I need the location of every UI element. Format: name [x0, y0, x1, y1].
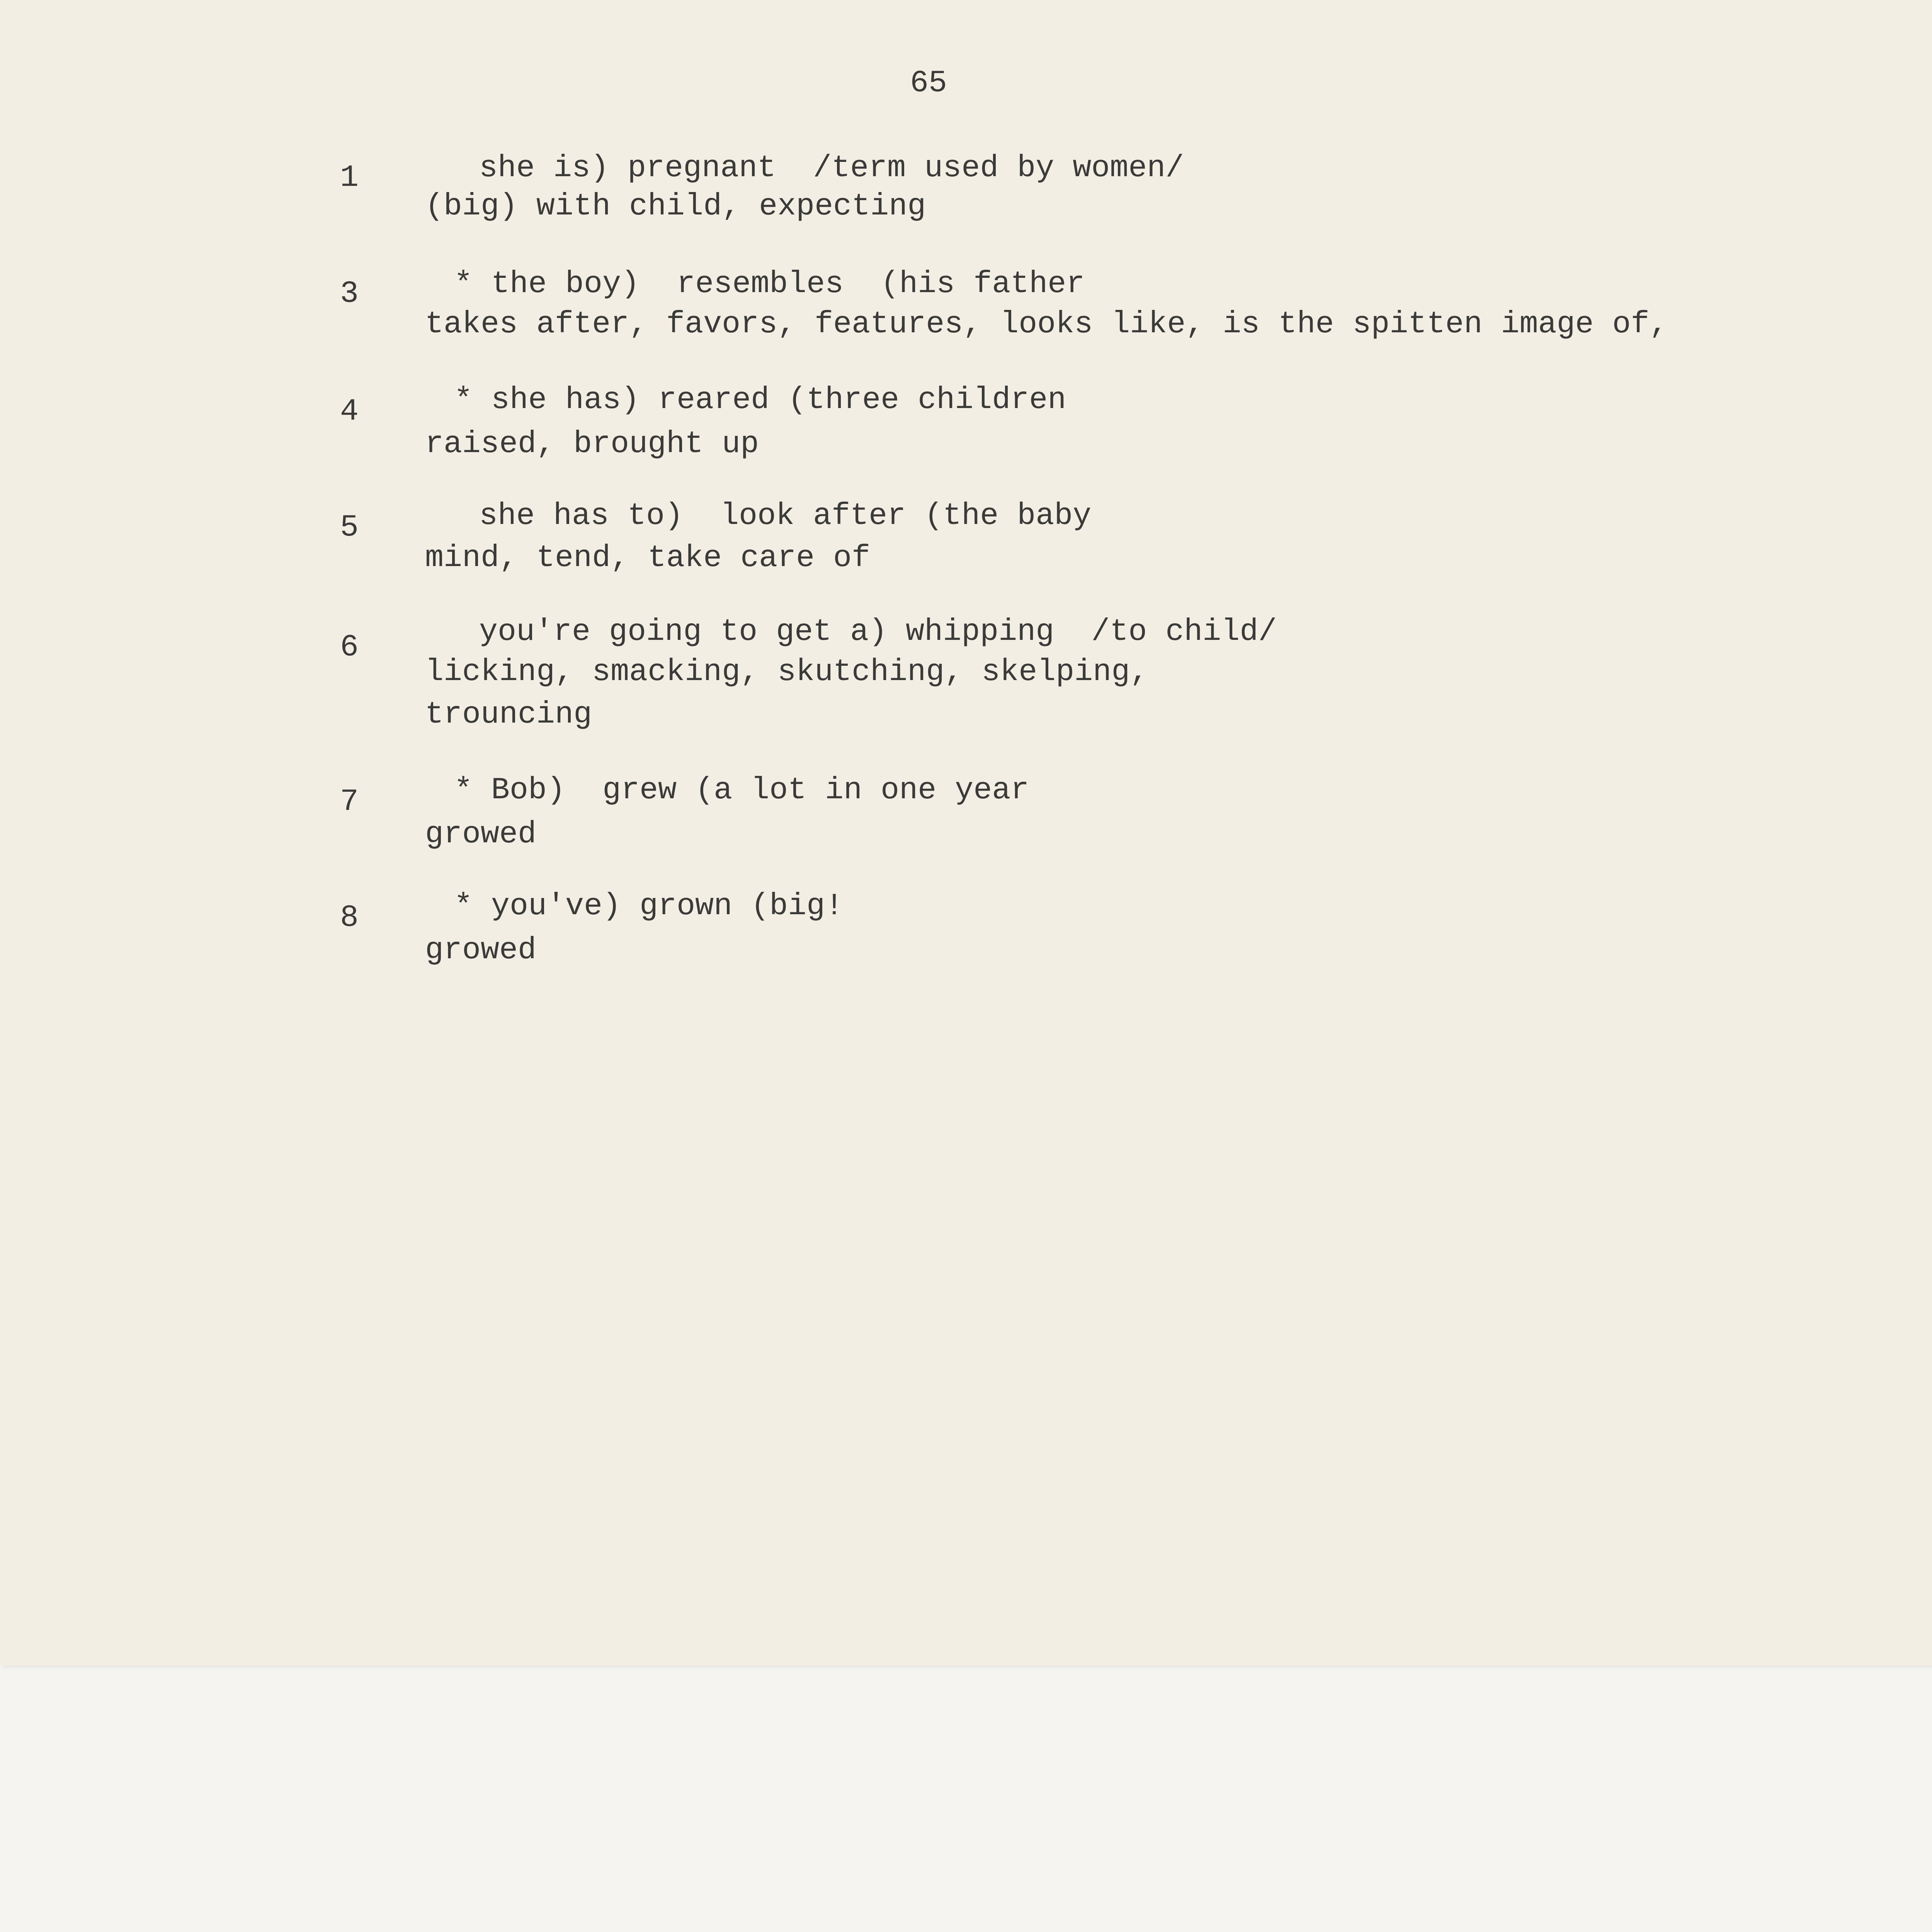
entry-prompt: * she has) reared (three children [454, 383, 1066, 418]
entry-prompt: you're going to get a) whipping /to child/ [479, 614, 1277, 650]
entry-prompt: * the boy) resembles (his father [454, 267, 1085, 302]
entry-number: 7 [340, 784, 359, 820]
entry-number: 1 [340, 160, 359, 196]
entry-response: takes after, favors, features, looks like, is the spitten image of, [425, 307, 1668, 342]
entry-response: growed [425, 933, 537, 968]
entry-response: trouncing [425, 697, 592, 732]
entry-prompt: * Bob) grew (a lot in one year [454, 773, 1029, 808]
entry-number: 5 [340, 510, 359, 545]
entry-response: licking, smacking, skutching, skelping, [425, 655, 1149, 690]
entry-number: 6 [340, 630, 359, 665]
page-number: 65 [910, 66, 947, 101]
entry-response: mind, tend, take care of [425, 541, 871, 576]
entry-number: 3 [340, 276, 359, 311]
entry-prompt: she is) pregnant /term used by women/ [479, 151, 1184, 186]
entry-response: growed [425, 817, 537, 852]
entry-response: raised, brought up [425, 427, 759, 462]
entry-prompt: she has to) look after (the baby [479, 498, 1092, 534]
entry-prompt: * you've) grown (big! [454, 889, 844, 924]
entry-number: 8 [340, 900, 359, 935]
entry-number: 4 [340, 394, 359, 429]
entry-response: (big) with child, expecting [425, 189, 926, 224]
